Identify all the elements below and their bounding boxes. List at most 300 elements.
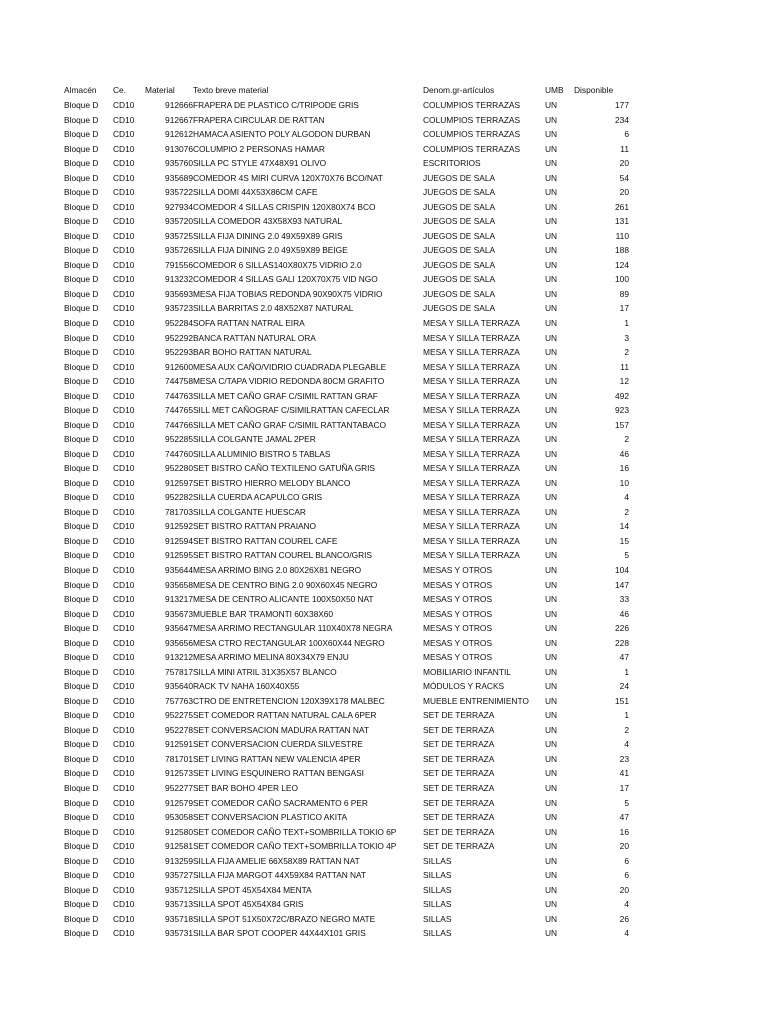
table-row	[64, 345, 629, 360]
cell-material: 744763	[165, 390, 193, 401]
header-ce: Ce.	[113, 85, 127, 95]
cell-texto-breve: SET BISTRO RATTAN COUREL CAFE	[193, 535, 338, 546]
cell-material: 952284	[165, 317, 193, 328]
cell-ce: CD10	[113, 710, 135, 721]
cell-disponible: 157	[615, 419, 629, 430]
cell-ce: CD10	[113, 114, 135, 125]
cell-disponible: 24	[619, 681, 629, 692]
cell-umb: UN	[545, 724, 558, 735]
cell-almacen: Bloque D	[64, 579, 99, 590]
cell-disponible: 100	[615, 274, 629, 285]
cell-almacen: Bloque D	[64, 724, 99, 735]
cell-denominacion: MESAS Y OTROS	[423, 608, 493, 619]
table-row	[64, 505, 629, 520]
table-row	[64, 912, 629, 927]
cell-almacen: Bloque D	[64, 245, 99, 256]
cell-umb: UN	[545, 405, 558, 416]
cell-almacen: Bloque D	[64, 303, 99, 314]
cell-almacen: Bloque D	[64, 594, 99, 605]
cell-material: 744758	[165, 376, 193, 387]
table-row	[64, 200, 629, 215]
cell-ce: CD10	[113, 608, 135, 619]
cell-denominacion: SET DE TERRAZA	[423, 753, 495, 764]
cell-umb: UN	[545, 753, 558, 764]
table-row	[64, 854, 629, 869]
cell-disponible: 2	[624, 506, 629, 517]
cell-ce: CD10	[113, 230, 135, 241]
cell-umb: UN	[545, 739, 558, 750]
cell-texto-breve: FRAPERA DE PLASTICO C/TRIPODE GRIS	[193, 100, 359, 110]
inventory-table	[64, 83, 629, 941]
cell-umb: UN	[545, 245, 558, 256]
header-texto-breve: Texto breve material	[193, 85, 269, 95]
cell-almacen: Bloque D	[64, 652, 99, 663]
cell-texto-breve: MESA ARRIMO MELINA 80X34X79 ENJU	[193, 652, 349, 663]
cell-material: 912597	[165, 477, 193, 488]
cell-ce: CD10	[113, 521, 135, 532]
cell-umb: UN	[545, 419, 558, 430]
cell-texto-breve: SILLA COLGANTE HUESCAR	[193, 506, 306, 517]
cell-disponible: 3	[624, 332, 629, 343]
table-row	[64, 490, 629, 505]
table-row	[64, 723, 629, 738]
cell-ce: CD10	[113, 812, 135, 823]
cell-texto-breve: SILLA MET CAÑO GRAF C/SIMIL RATTANTABACO	[193, 419, 386, 430]
cell-disponible: 124	[615, 259, 629, 270]
cell-denominacion: SET DE TERRAZA	[423, 782, 495, 793]
cell-umb: UN	[545, 623, 558, 634]
cell-texto-breve: SILLA PC STYLE 47X48X91 OLIVO	[193, 158, 327, 169]
cell-ce: CD10	[113, 535, 135, 546]
cell-material: 912666	[165, 100, 193, 110]
cell-denominacion: MESAS Y OTROS	[423, 579, 493, 590]
cell-material: 927934	[165, 201, 193, 212]
cell-disponible: 147	[615, 579, 629, 590]
cell-material: 912581	[165, 841, 193, 852]
cell-disponible: 5	[624, 797, 629, 808]
cell-ce: CD10	[113, 623, 135, 634]
cell-almacen: Bloque D	[64, 782, 99, 793]
cell-texto-breve: SET BAR BOHO 4PER LEO	[193, 782, 298, 793]
table-row	[64, 650, 629, 665]
cell-almacen: Bloque D	[64, 129, 99, 140]
cell-ce: CD10	[113, 187, 135, 198]
cell-ce: CD10	[113, 448, 135, 459]
cell-denominacion: SET DE TERRAZA	[423, 739, 495, 750]
cell-ce: CD10	[113, 913, 135, 924]
cell-ce: CD10	[113, 841, 135, 852]
cell-ce: CD10	[113, 565, 135, 575]
cell-texto-breve: SET BISTRO RATTAN COUREL BLANCO/GRIS	[193, 550, 372, 561]
cell-disponible: 47	[619, 652, 629, 663]
cell-texto-breve: SET BISTRO RATTAN PRAIANO	[193, 521, 316, 532]
cell-material: 913217	[165, 594, 193, 605]
cell-almacen: Bloque D	[64, 390, 99, 401]
cell-texto-breve: COLUMPIO 2 PERSONAS HAMAR	[193, 143, 325, 154]
cell-disponible: 20	[619, 841, 629, 852]
cell-material: 781703	[165, 506, 193, 517]
cell-ce: CD10	[113, 928, 135, 939]
cell-disponible: 89	[619, 288, 629, 299]
cell-umb: UN	[545, 303, 558, 314]
cell-almacen: Bloque D	[64, 768, 99, 779]
cell-almacen: Bloque D	[64, 913, 99, 924]
cell-denominacion: MESA Y SILLA TERRAZA	[423, 477, 520, 488]
table-row	[64, 113, 629, 128]
cell-denominacion: SET DE TERRAZA	[423, 841, 495, 852]
cell-material: 935727	[165, 870, 193, 881]
cell-disponible: 4	[624, 928, 629, 939]
cell-material: 935720	[165, 216, 193, 227]
table-row	[64, 548, 629, 563]
cell-disponible: 110	[615, 230, 629, 241]
cell-material: 935689	[165, 172, 193, 183]
table-row	[64, 737, 629, 752]
cell-disponible: 14	[619, 521, 629, 532]
cell-umb: UN	[545, 230, 558, 241]
cell-texto-breve: SET BISTRO CAÑO TEXTILENO GATUÑA GRIS	[193, 463, 375, 474]
cell-almacen: Bloque D	[64, 477, 99, 488]
table-row	[64, 897, 629, 912]
cell-almacen: Bloque D	[64, 506, 99, 517]
cell-almacen: Bloque D	[64, 419, 99, 430]
cell-disponible: 1	[624, 666, 629, 677]
cell-umb: UN	[545, 361, 558, 372]
cell-texto-breve: RACK TV NAHA 160X40X55	[193, 681, 300, 692]
table-row	[64, 127, 629, 142]
cell-ce: CD10	[113, 405, 135, 416]
cell-texto-breve: SILLA SPOT 45X54X84 GRIS	[193, 899, 304, 910]
cell-texto-breve: SET COMEDOR CAÑO SACRAMENTO 6 PER	[193, 797, 368, 808]
cell-denominacion: JUEGOS DE SALA	[423, 201, 496, 212]
cell-almacen: Bloque D	[64, 317, 99, 328]
cell-disponible: 54	[619, 172, 629, 183]
cell-almacen: Bloque D	[64, 884, 99, 895]
cell-texto-breve: COMEDOR 4 SILLAS CRISPIN 120X80X74 BCO	[193, 201, 376, 212]
cell-texto-breve: SILLA FIJA DINING 2.0 49X59X89 BEIGE	[193, 245, 348, 256]
cell-umb: UN	[545, 477, 558, 488]
cell-texto-breve: MESA AUX CAÑO/VIDRIO CUADRADA PLEGABLE	[193, 361, 387, 372]
cell-disponible: 5	[624, 550, 629, 561]
cell-texto-breve: SET LIVING RATTAN NEW VALENCIA 4PER	[193, 753, 361, 764]
cell-umb: UN	[545, 870, 558, 881]
cell-material: 912595	[165, 550, 193, 561]
cell-ce: CD10	[113, 666, 135, 677]
cell-ce: CD10	[113, 143, 135, 154]
table-row	[64, 272, 629, 287]
table-row	[64, 331, 629, 346]
cell-denominacion: SILLAS	[423, 884, 452, 895]
table-row	[64, 607, 629, 622]
cell-denominacion: COLUMPIOS TERRAZAS	[423, 143, 521, 154]
cell-ce: CD10	[113, 463, 135, 474]
cell-umb: UN	[545, 143, 558, 154]
cell-ce: CD10	[113, 594, 135, 605]
cell-ce: CD10	[113, 419, 135, 430]
table-row	[64, 868, 629, 883]
cell-denominacion: MESA Y SILLA TERRAZA	[423, 434, 520, 445]
cell-umb: UN	[545, 710, 558, 721]
cell-denominacion: COLUMPIOS TERRAZAS	[423, 114, 521, 125]
cell-ce: CD10	[113, 332, 135, 343]
cell-texto-breve: MESA ARRIMO BING 2.0 80X26X81 NEGRO	[193, 565, 362, 575]
cell-denominacion: MESAS Y OTROS	[423, 623, 493, 634]
cell-denominacion: SET DE TERRAZA	[423, 724, 495, 735]
table-row	[64, 578, 629, 593]
cell-material: 935722	[165, 187, 193, 198]
cell-texto-breve: SILLA ALUMINIO BISTRO 5 TABLAS	[193, 448, 331, 459]
cell-disponible: 26	[619, 913, 629, 924]
cell-denominacion: MOBILIARIO INFANTIL	[423, 666, 511, 677]
cell-umb: UN	[545, 826, 558, 837]
table-row	[64, 679, 629, 694]
table-row	[64, 636, 629, 651]
cell-disponible: 17	[619, 303, 629, 314]
cell-denominacion: JUEGOS DE SALA	[423, 303, 496, 314]
cell-umb: UN	[545, 317, 558, 328]
cell-denominacion: MESA Y SILLA TERRAZA	[423, 347, 520, 358]
cell-material: 952278	[165, 724, 193, 735]
table-row	[64, 883, 629, 898]
cell-umb: UN	[545, 216, 558, 227]
cell-material: 913259	[165, 855, 193, 866]
cell-umb: UN	[545, 841, 558, 852]
cell-ce: CD10	[113, 652, 135, 663]
cell-almacen: Bloque D	[64, 100, 99, 110]
cell-almacen: Bloque D	[64, 172, 99, 183]
cell-ce: CD10	[113, 637, 135, 648]
cell-material: 912579	[165, 797, 193, 808]
cell-texto-breve: SET COMEDOR CAÑO TEXT+SOMBRILLA TOKIO 4P	[193, 841, 397, 852]
cell-almacen: Bloque D	[64, 855, 99, 866]
cell-umb: UN	[545, 463, 558, 474]
cell-umb: UN	[545, 158, 558, 169]
cell-texto-breve: SILLA FIJA AMELIE 66X58X89 RATTAN NAT	[193, 855, 360, 866]
cell-material: 744765	[165, 405, 193, 416]
table-header	[64, 83, 629, 98]
cell-umb: UN	[545, 884, 558, 895]
cell-denominacion: MESAS Y OTROS	[423, 594, 493, 605]
cell-almacen: Bloque D	[64, 187, 99, 198]
cell-ce: CD10	[113, 158, 135, 169]
cell-denominacion: MESA Y SILLA TERRAZA	[423, 521, 520, 532]
cell-umb: UN	[545, 506, 558, 517]
cell-almacen: Bloque D	[64, 405, 99, 416]
table-row	[64, 185, 629, 200]
cell-denominacion: MESA Y SILLA TERRAZA	[423, 361, 520, 372]
cell-ce: CD10	[113, 172, 135, 183]
cell-umb: UN	[545, 376, 558, 387]
cell-material: 913076	[165, 143, 193, 154]
cell-ce: CD10	[113, 100, 135, 110]
cell-texto-breve: BANCA RATTAN NATURAL ORA	[193, 332, 316, 343]
cell-disponible: 261	[615, 201, 629, 212]
cell-denominacion: JUEGOS DE SALA	[423, 216, 496, 227]
cell-disponible: 20	[619, 158, 629, 169]
cell-denominacion: JUEGOS DE SALA	[423, 187, 496, 198]
table-row	[64, 665, 629, 680]
cell-texto-breve: SILLA MET CAÑO GRAF C/SIMIL RATTAN GRAF	[193, 390, 378, 401]
cell-material: 912591	[165, 739, 193, 750]
cell-material: 912580	[165, 826, 193, 837]
cell-denominacion: SET DE TERRAZA	[423, 768, 495, 779]
cell-disponible: 1	[624, 317, 629, 328]
table-row	[64, 418, 629, 433]
table-body	[64, 98, 629, 941]
cell-umb: UN	[545, 288, 558, 299]
cell-ce: CD10	[113, 245, 135, 256]
cell-almacen: Bloque D	[64, 535, 99, 546]
cell-texto-breve: SOFA RATTAN NATRAL EIRA	[193, 317, 305, 328]
cell-disponible: 226	[615, 623, 629, 634]
cell-umb: UN	[545, 492, 558, 503]
cell-disponible: 11	[620, 361, 629, 372]
cell-ce: CD10	[113, 695, 135, 706]
cell-denominacion: JUEGOS DE SALA	[423, 230, 496, 241]
cell-denominacion: MESAS Y OTROS	[423, 565, 493, 575]
cell-material: 913212	[165, 652, 193, 663]
cell-umb: UN	[545, 448, 558, 459]
cell-almacen: Bloque D	[64, 143, 99, 154]
cell-denominacion: SET DE TERRAZA	[423, 710, 495, 721]
cell-texto-breve: SET CONVERSACION CUERDA SILVESTRE	[193, 739, 363, 750]
cell-almacen: Bloque D	[64, 739, 99, 750]
cell-ce: CD10	[113, 129, 135, 140]
table-row	[64, 781, 629, 796]
cell-denominacion: MESA Y SILLA TERRAZA	[423, 550, 520, 561]
cell-material: 935713	[165, 899, 193, 910]
table-row	[64, 839, 629, 854]
cell-denominacion: SILLAS	[423, 870, 452, 881]
cell-almacen: Bloque D	[64, 608, 99, 619]
cell-texto-breve: SET CONVERSACION PLASTICO AKITA	[193, 812, 348, 823]
cell-texto-breve: SILLA BAR SPOT COOPER 44X44X101 GRIS	[193, 928, 366, 939]
cell-texto-breve: SILLA SPOT 51X50X72C/BRAZO NEGRO MATE	[193, 913, 376, 924]
cell-texto-breve: CTRO DE ENTRETENCION 120X39X178 MALBEC	[193, 695, 385, 706]
cell-ce: CD10	[113, 361, 135, 372]
cell-ce: CD10	[113, 288, 135, 299]
cell-material: 952285	[165, 434, 193, 445]
cell-umb: UN	[545, 565, 558, 575]
cell-almacen: Bloque D	[64, 492, 99, 503]
table-row	[64, 287, 629, 302]
cell-disponible: 4	[624, 899, 629, 910]
cell-ce: CD10	[113, 390, 135, 401]
cell-material: 912667	[165, 114, 193, 125]
cell-umb: UN	[545, 681, 558, 692]
cell-disponible: 104	[615, 565, 629, 575]
cell-denominacion: MESA Y SILLA TERRAZA	[423, 390, 520, 401]
cell-umb: UN	[545, 782, 558, 793]
cell-almacen: Bloque D	[64, 753, 99, 764]
cell-umb: UN	[545, 666, 558, 677]
cell-denominacion: MESA Y SILLA TERRAZA	[423, 376, 520, 387]
table-row	[64, 98, 629, 113]
cell-ce: CD10	[113, 492, 135, 503]
cell-almacen: Bloque D	[64, 158, 99, 169]
cell-material: 935723	[165, 303, 193, 314]
cell-denominacion: MESA Y SILLA TERRAZA	[423, 448, 520, 459]
cell-disponible: 2	[624, 434, 629, 445]
cell-material: 935760	[165, 158, 193, 169]
table-row	[64, 796, 629, 811]
cell-almacen: Bloque D	[64, 899, 99, 910]
cell-material: 757817	[165, 666, 193, 677]
cell-disponible: 11	[620, 143, 629, 154]
cell-texto-breve: SET COMEDOR RATTAN NATURAL CALA 6PER	[193, 710, 377, 721]
cell-umb: UN	[545, 695, 558, 706]
cell-material: 952292	[165, 332, 193, 343]
cell-disponible: 12	[619, 376, 629, 387]
cell-disponible: 16	[619, 826, 629, 837]
cell-ce: CD10	[113, 826, 135, 837]
header-row	[64, 83, 629, 98]
cell-umb: UN	[545, 797, 558, 808]
cell-denominacion: COLUMPIOS TERRAZAS	[423, 129, 521, 140]
cell-disponible: 228	[615, 637, 629, 648]
cell-material: 744760	[165, 448, 193, 459]
cell-denominacion: JUEGOS DE SALA	[423, 274, 496, 285]
cell-umb: UN	[545, 259, 558, 270]
cell-umb: UN	[545, 201, 558, 212]
table-row	[64, 694, 629, 709]
cell-material: 952293	[165, 347, 193, 358]
table-row	[64, 156, 629, 171]
cell-texto-breve: SET CONVERSACION MADURA RATTAN NAT	[193, 724, 369, 735]
cell-material: 935658	[165, 579, 193, 590]
cell-almacen: Bloque D	[64, 681, 99, 692]
cell-disponible: 1	[624, 710, 629, 721]
cell-material: 935673	[165, 608, 193, 619]
cell-disponible: 46	[619, 448, 629, 459]
cell-disponible: 46	[619, 608, 629, 619]
cell-texto-breve: SILLA BARRITAS 2.0 48X52X87 NATURAL	[193, 303, 354, 314]
cell-umb: UN	[545, 535, 558, 546]
cell-disponible: 151	[615, 695, 629, 706]
cell-almacen: Bloque D	[64, 463, 99, 474]
cell-material: 935712	[165, 884, 193, 895]
cell-material: 912573	[165, 768, 193, 779]
cell-umb: UN	[545, 332, 558, 343]
table-row	[64, 432, 629, 447]
cell-material: 935725	[165, 230, 193, 241]
cell-texto-breve: SILLA DOMI 44X53X86CM CAFE	[193, 187, 318, 198]
cell-material: 935693	[165, 288, 193, 299]
cell-almacen: Bloque D	[64, 565, 99, 575]
cell-texto-breve: SILL MET CAÑOGRAF C/SIMILRATTAN CAFECLAR	[193, 405, 390, 416]
cell-umb: UN	[545, 768, 558, 779]
table-row	[64, 534, 629, 549]
table-row	[64, 142, 629, 157]
cell-almacen: Bloque D	[64, 695, 99, 706]
cell-disponible: 2	[624, 347, 629, 358]
cell-disponible: 131	[615, 216, 629, 227]
cell-umb: UN	[545, 434, 558, 445]
table-row	[64, 825, 629, 840]
cell-denominacion: MESAS Y OTROS	[423, 637, 493, 648]
table-row	[64, 374, 629, 389]
table-row	[64, 461, 629, 476]
cell-ce: CD10	[113, 550, 135, 561]
table-row	[64, 316, 629, 331]
cell-disponible: 234	[615, 114, 629, 125]
cell-denominacion: MESA Y SILLA TERRAZA	[423, 492, 520, 503]
cell-texto-breve: COMEDOR 6 SILLAS140X80X75 VIDRIO 2.0	[193, 259, 362, 270]
cell-almacen: Bloque D	[64, 288, 99, 299]
cell-denominacion: MESA Y SILLA TERRAZA	[423, 317, 520, 328]
cell-disponible: 4	[624, 739, 629, 750]
cell-almacen: Bloque D	[64, 870, 99, 881]
